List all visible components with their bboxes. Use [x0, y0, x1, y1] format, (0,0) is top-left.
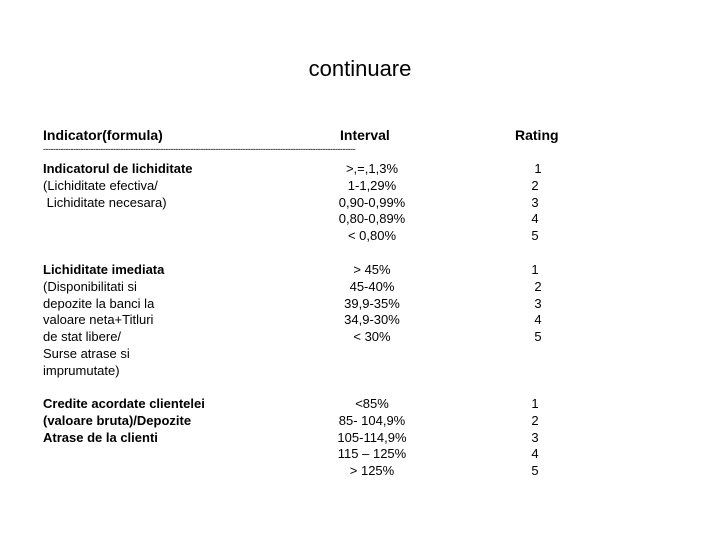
header-rating: Rating: [515, 127, 559, 143]
indicator-formula-line: imprumutate): [43, 362, 120, 378]
interval-value: 0,80-0,89%: [338, 211, 406, 227]
interval-value: 45-40%: [349, 278, 395, 294]
rating-value: 3: [531, 429, 539, 445]
rating-value: 2: [531, 412, 539, 428]
indicator-formula-line: depozite la banci la: [43, 295, 155, 311]
rating-value: 1: [531, 396, 539, 411]
header-interval: Interval: [340, 127, 390, 143]
interval-value: <85%: [355, 396, 389, 411]
indicator-formula-line: (Disponibilitati si: [43, 278, 137, 294]
row-3-indicator: [43, 396, 283, 446]
row-3-intervals: [318, 396, 426, 480]
indicator-formula-line: valoare neta+Titluri: [43, 312, 154, 328]
interval-value: 105-114,9%: [337, 429, 407, 445]
interval-value: > 125%: [349, 463, 395, 479]
interval-value: 34,9-30%: [344, 312, 400, 328]
indicator-formula-line: Surse atrase si: [43, 345, 130, 361]
row-3-ratings: [523, 396, 547, 480]
row-1-ratings: [523, 161, 547, 245]
header-divider: -----------------------------------------------------------------------------------------------------------------------------: [43, 144, 356, 154]
interval-value: < 30%: [353, 329, 391, 345]
indicator-name: Credite acordate clientelei: [43, 396, 205, 411]
rating-value: 5: [531, 463, 539, 479]
rating-value: 1: [531, 262, 539, 277]
rating-value: 5: [534, 329, 542, 345]
interval-value: 39,9-35%: [344, 295, 400, 311]
indicator-name: Lichiditate imediata: [43, 262, 165, 277]
indicator-name: Indicatorul de lichiditate: [43, 161, 193, 176]
indicator-formula-line: Lichiditate necesara): [43, 194, 167, 210]
interval-value: 1-1,29%: [347, 177, 397, 193]
indicator-formula-line: (valoare bruta)/Depozite: [43, 412, 192, 428]
rating-value: 5: [531, 228, 539, 244]
interval-value: 115 – 125%: [337, 446, 407, 462]
rating-value: 1: [534, 161, 542, 176]
interval-value: < 0,80%: [347, 228, 397, 244]
indicator-formula-line: Atrase de la clienti: [43, 429, 158, 445]
indicator-formula-line: de stat libere/: [43, 329, 122, 345]
interval-value: > 45%: [353, 262, 391, 277]
rating-value: 4: [531, 211, 539, 227]
row-2-intervals: [318, 262, 426, 346]
rating-value: 2: [531, 177, 539, 193]
header-indicator: Indicator(formula): [43, 127, 163, 143]
rating-value: 4: [531, 446, 539, 462]
indicator-formula-line: (Lichiditate efectiva/: [43, 177, 158, 193]
row-2-ratings: [523, 262, 547, 346]
row-2-indicator: [43, 262, 283, 380]
rating-value: 3: [531, 194, 539, 210]
rating-value: 3: [534, 295, 542, 311]
row-1-intervals: [318, 161, 426, 245]
interval-value: 85- 104,9%: [338, 412, 406, 428]
interval-value: >,=,1,3%: [345, 161, 399, 176]
interval-value: 0,90-0,99%: [338, 194, 406, 210]
row-1-indicator: [43, 161, 283, 211]
page-title: continuare: [308, 56, 412, 81]
rating-value: 2: [534, 278, 542, 294]
rating-value: 4: [534, 312, 542, 328]
